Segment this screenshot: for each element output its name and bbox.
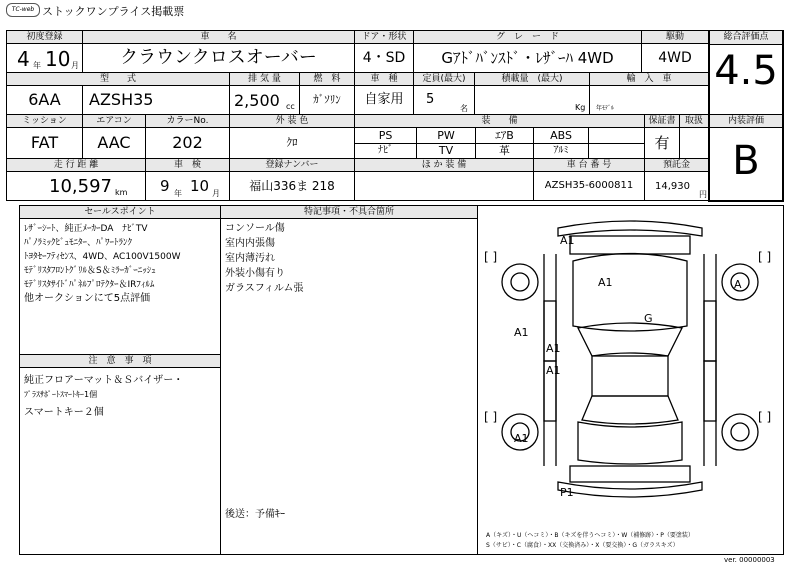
displacement-box xyxy=(229,85,300,115)
capacity-box xyxy=(413,85,475,115)
equip-blank2 xyxy=(588,143,645,159)
special-line: コンソール傷 xyxy=(225,223,285,234)
version-label: ver. 00000003 xyxy=(724,556,775,564)
damage-mark-left-door: A1 xyxy=(546,342,561,355)
special-line: ガラスフィルム張 xyxy=(225,283,304,294)
sales-point-line: 他オークションにて5点評価 xyxy=(24,293,151,304)
label-warranty: 保証書 xyxy=(644,114,680,128)
capacity-value: 5 xyxy=(426,92,435,107)
grade-value: Gｱﾄﾞﾊﾞﾝｽﾄﾞ・ﾚｻﾞｰﾊ 4WD xyxy=(413,43,642,73)
sales-point-line: ﾓﾃﾞﾘｽﾀｻｲﾄﾞﾊﾟﾈﾙﾌﾟﾛﾃｸﾀｰ＆IRﾌｨﾙﾑ xyxy=(24,280,155,290)
equip-tv: TV xyxy=(416,143,476,159)
label-exterior-color: 外 装 色 xyxy=(229,114,355,128)
label-color-no: カラーNo. xyxy=(145,114,230,128)
overall-grade-value: 4.5 xyxy=(714,48,778,94)
label-equipment: 装 備 xyxy=(354,114,645,128)
equip-abs: ABS xyxy=(533,127,589,144)
import-box xyxy=(589,85,709,115)
damage-mark-front-bumper: A1 xyxy=(560,234,575,247)
sales-point-line: ﾊﾟﾉﾗﾐｯｸﾋﾞｭﾓﾆﾀｰ、ﾊﾟﾜｰﾄﾗﾝｸ xyxy=(24,238,133,248)
equip-airbag: ｴｱB xyxy=(475,127,534,144)
label-grade: グ レ ー ド xyxy=(413,30,642,44)
color-no-value: 202 xyxy=(145,127,230,159)
insp-month-unit: 月 xyxy=(212,189,220,198)
label-price: 預託金 xyxy=(644,158,709,172)
cc-unit: cc xyxy=(286,102,295,111)
sales-points-header: セールスポイント xyxy=(20,206,220,219)
special-line: 外装小傷有り xyxy=(225,268,285,279)
label-drive: 駆動 xyxy=(641,30,709,44)
diagram-legend-line1: A（キズ）・U（ヘコミ）・B（キズを伴うヘコミ）・W（補修跡）・P（要塗装） xyxy=(486,532,694,539)
label-use: 車 種 xyxy=(354,72,414,86)
equip-alloy: ｱﾙﾐ xyxy=(533,143,589,159)
damage-mark-left-rear: A1 xyxy=(514,432,529,445)
damage-mark-front-right: A xyxy=(734,278,742,291)
label-history: 取扱 xyxy=(679,114,709,128)
history-value xyxy=(679,127,709,159)
notes-header: 注 意 事 項 xyxy=(20,354,220,368)
capacity-unit: 名 xyxy=(460,104,468,113)
diagram-bracket: [ ] xyxy=(758,250,772,264)
type-code-value: 6AA xyxy=(6,85,83,115)
sales-point-line: ﾓﾃﾞﾘｽﾀﾌﾛﾝﾄｸﾞﾘﾙ＆S＆ﾐﾗｰｶﾞｰﾆｯｼｭ xyxy=(24,266,156,276)
diagram-bracket: [ ] xyxy=(484,250,498,264)
label-other-equip: ほ か 装 備 xyxy=(354,158,534,172)
first-reg-year: 4 xyxy=(17,47,30,71)
equip-pw: PW xyxy=(416,127,476,144)
label-plate: 登録ナンバー xyxy=(229,158,355,172)
label-aircon: エアコン xyxy=(82,114,146,128)
insp-month: 10 xyxy=(190,177,210,195)
damage-mark-windshield: G xyxy=(644,312,653,325)
label-overall-grade: 総合評価点 xyxy=(710,31,782,45)
label-first-reg: 初度登録 xyxy=(6,30,83,44)
model-value: AZSH35 xyxy=(82,85,230,115)
equip-navi: ﾅﾋﾞ xyxy=(354,143,417,159)
damage-mark-left-rear-door: A1 xyxy=(546,364,561,377)
chassis-value: AZSH35-6000811 xyxy=(533,171,645,201)
special-footer: 後送：予備ｷｰ xyxy=(225,509,285,520)
car-name-value: クラウンクロスオーバー xyxy=(82,43,355,73)
load-box xyxy=(474,85,590,115)
label-fuel: 燃 料 xyxy=(299,72,355,86)
tc-web-logo: TC-web xyxy=(6,3,40,17)
special-line: 室内薄汚れ xyxy=(225,253,275,264)
price-unit: 円 xyxy=(699,190,707,199)
damage-mark-hood: A1 xyxy=(598,276,613,289)
label-load: 積載量 (最大) xyxy=(474,72,590,86)
price-value: 14,930 xyxy=(655,181,690,192)
document-title: ストックワンプライス掲載票 xyxy=(42,5,185,18)
divider-left xyxy=(220,205,221,555)
diagram-bracket: [ ] xyxy=(484,410,498,424)
load-unit: Kg xyxy=(575,103,586,112)
label-displacement: 排 気 量 xyxy=(229,72,300,86)
mileage-box xyxy=(6,171,146,201)
diagram-bracket: [ ] xyxy=(758,410,772,424)
other-equip-box xyxy=(354,171,534,201)
label-door: ドア・形状 xyxy=(354,30,414,44)
equip-blank1 xyxy=(588,127,645,144)
label-chassis: 車 台 番 号 xyxy=(533,158,645,172)
label-car-name: 車 名 xyxy=(82,30,355,44)
first-reg-month: 10 xyxy=(45,47,71,71)
mileage-unit: km xyxy=(115,188,128,197)
car-damage-diagram xyxy=(478,206,783,531)
sales-point-line: ﾚｻﾞｰｼｰﾄ、純正ﾒｰｶｰDA ﾅﾋﾞTV xyxy=(24,224,148,234)
mission-value: FAT xyxy=(6,127,83,159)
label-capacity: 定員(最大) xyxy=(413,72,475,86)
label-mission: ミッション xyxy=(6,114,83,128)
first-reg-box xyxy=(6,43,83,73)
displacement-value: 2,500 xyxy=(234,91,280,110)
special-list xyxy=(225,221,475,296)
fuel-value: ｶﾞｿﾘﾝ xyxy=(299,85,355,115)
label-inspection: 車 検 xyxy=(145,158,230,172)
damage-mark-left-side: A1 xyxy=(514,326,529,339)
label-interior-grade: 内装評価 xyxy=(710,114,782,128)
diagram-legend-line2: S（サビ）・C（腐食）・XX（交換済み）・X（要交換）・G（ガラスキズ） xyxy=(486,542,679,549)
notes-list xyxy=(24,374,220,420)
exterior-color-value: ｸﾛ xyxy=(229,127,355,159)
label-import: 輸 入 車 xyxy=(589,72,709,86)
note-line: スマートキー２個 xyxy=(24,407,104,418)
year-unit: 年 xyxy=(33,61,41,70)
note-line: 純正フロアーマット＆Ｓバイザー・ xyxy=(24,375,184,386)
equip-leather: 革 xyxy=(475,143,534,159)
month-unit: 月 xyxy=(71,61,79,70)
door-value: 4・SD xyxy=(354,43,414,73)
import-note: 年ﾓﾃﾞﾙ xyxy=(596,105,615,112)
mileage-value: 10,597 xyxy=(49,176,112,197)
sales-points-list xyxy=(24,222,220,306)
interior-grade-value: B xyxy=(732,138,760,184)
use-value: 自家用 xyxy=(354,85,414,115)
inspection-box xyxy=(145,171,230,201)
price-box xyxy=(644,171,709,201)
insp-year: 9 xyxy=(160,177,170,195)
insp-year-unit: 年 xyxy=(174,189,182,198)
label-mileage: 走 行 距 離 xyxy=(6,158,146,172)
damage-mark-rear-bumper: P1 xyxy=(560,486,574,499)
sales-point-line: ﾄﾖﾀｾｰﾌﾃｨｾﾝｽ、4WD、AC100V1500W xyxy=(24,252,181,262)
special-line: 室内内張傷 xyxy=(225,238,275,249)
plate-value: 福山336ま 218 xyxy=(229,171,355,201)
special-header: 特記事項・不具合箇所 xyxy=(221,206,477,219)
drive-value: 4WD xyxy=(641,43,709,73)
label-type: 型 式 xyxy=(6,72,230,86)
note-line: ﾌﾟﾗｽｻﾎﾟｰﾄｽﾏｰﾄｷｰ1個 xyxy=(24,390,98,399)
aircon-value: AAC xyxy=(82,127,146,159)
equip-ps: PS xyxy=(354,127,417,144)
warranty-value: 有 xyxy=(644,127,680,159)
